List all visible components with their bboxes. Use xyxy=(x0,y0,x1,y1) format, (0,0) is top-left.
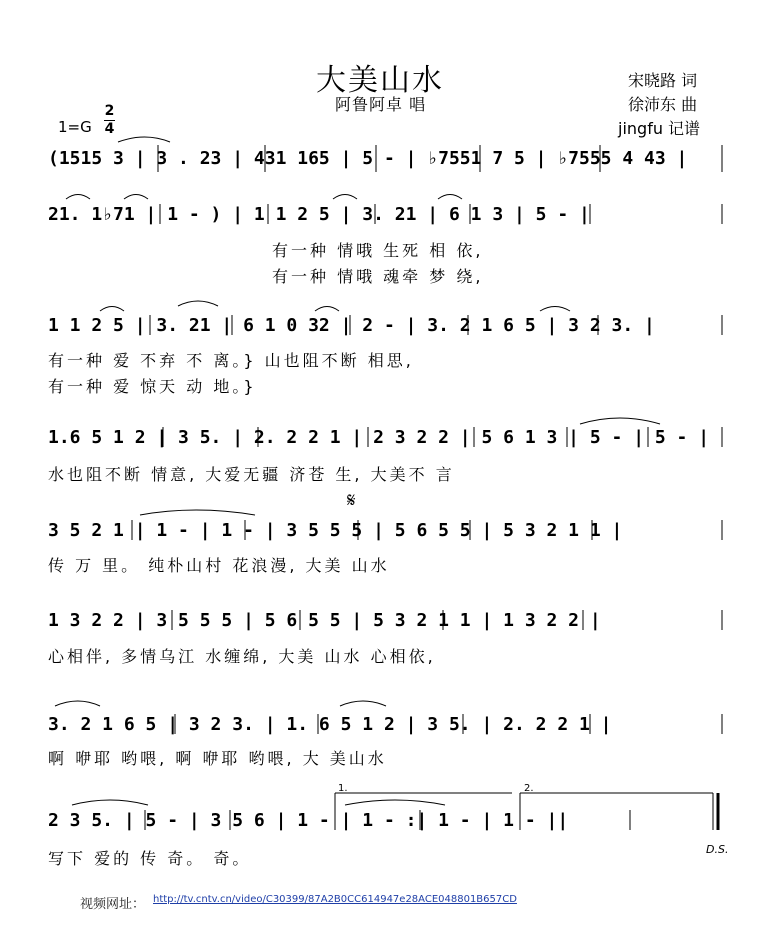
score-row-2-lyric-1: 有一种 情哦 生死 相 依, xyxy=(272,241,484,260)
score-row-5-lyric-1: 传 万 里。 纯朴山村 花浪漫, 大美 山水 xyxy=(48,556,390,575)
time-signature-top: 2 xyxy=(104,103,115,119)
score-row-8-notes: 2 3 5. | 5 - | 3 5 6 | 1 - | 1 - :| 1 - | 1 - || xyxy=(48,810,569,831)
time-signature-bottom: 4 xyxy=(104,121,115,137)
score-row-8-lyric-1: 写下 爱的 传 奇。 奇。 xyxy=(48,849,252,868)
svg-text:2.: 2. xyxy=(524,783,534,794)
score-row-4-notes: 1.6 5 1 2 | 3 5. | 2. 2 2 1 | 2 3 2 2 | 5 6 1 3 | 5 - | 5 - | xyxy=(48,427,710,448)
composer-credit: 徐沛东 曲 xyxy=(628,95,698,114)
key-signature: 1=G xyxy=(58,118,92,136)
video-url-label: 视频网址： xyxy=(80,897,146,912)
score-row-6-lyric-1: 心相伴, 多情乌江 水缠绵, 大美 山水 心相依, xyxy=(48,647,436,666)
score-row-5-notes: 3 5 2 1 | 1 - | 1 - | 3 5 5 5 | 5 6 5 5 | 5 3 2 1 1 | xyxy=(48,520,623,541)
score-row-3-lyric-1: 有一种 爱 不弃 不 离。} 山也阻不断 相思, xyxy=(48,351,414,370)
segno-mark: 𝄋 xyxy=(347,488,356,512)
score-row-6-notes: 1 3 2 2 | 3 5 5 5 | 5 6 5 5 | 5 3 2 1 1 | 1 3 2 2 | xyxy=(48,610,601,631)
score-row-2-lyric-2: 有一种 情哦 魂牵 梦 绕, xyxy=(272,267,484,286)
score-row-1-notes: (1515 3 | 3 . 23 | 431 165 | 5 - | ♭7551 7 5 | ♭7555 4 43 | xyxy=(48,148,688,169)
score-row-4-lyric-1: 水也阻不断 情意, 大爱无疆 济苍 生, 大美不 言 xyxy=(48,465,455,484)
transcriber-credit: jingfu 记谱 xyxy=(618,119,701,138)
lyricist-credit: 宋晓路 词 xyxy=(628,71,698,90)
singer-credit: 阿鲁阿卓 唱 xyxy=(335,95,427,114)
svg-text:1.: 1. xyxy=(338,783,348,794)
score-row-2-notes: 21. 1♭71 | 1 - ) | 1 1 2 5 | 3. 21 | 6 1 3 | 5 - | xyxy=(48,204,590,225)
video-url-link[interactable]: http://tv.cntv.cn/video/C30399/87A2B0CC614947e28ACE048801B657CD xyxy=(153,894,517,905)
song-title: 大美山水 xyxy=(316,63,444,98)
score-row-7-notes: 3. 2 1 6 5 | 3 2 3. | 1. 6 5 1 2 | 3 5. | 2. 2 2 1 | xyxy=(48,714,612,735)
score-row-3-lyric-2: 有一种 爱 惊天 动 地。} xyxy=(48,377,257,396)
score-row-7-lyric-1: 啊 咿耶 哟喂, 啊 咿耶 哟喂, 大 美山水 xyxy=(48,749,387,768)
score-row-3-notes: 1 1 2 5 | 3. 21 | 6 1 0 32 | 2 - | 3. 2 1 6 5 | 3 2 3. | xyxy=(48,315,655,336)
dal-segno-mark: D.S. xyxy=(706,843,729,856)
